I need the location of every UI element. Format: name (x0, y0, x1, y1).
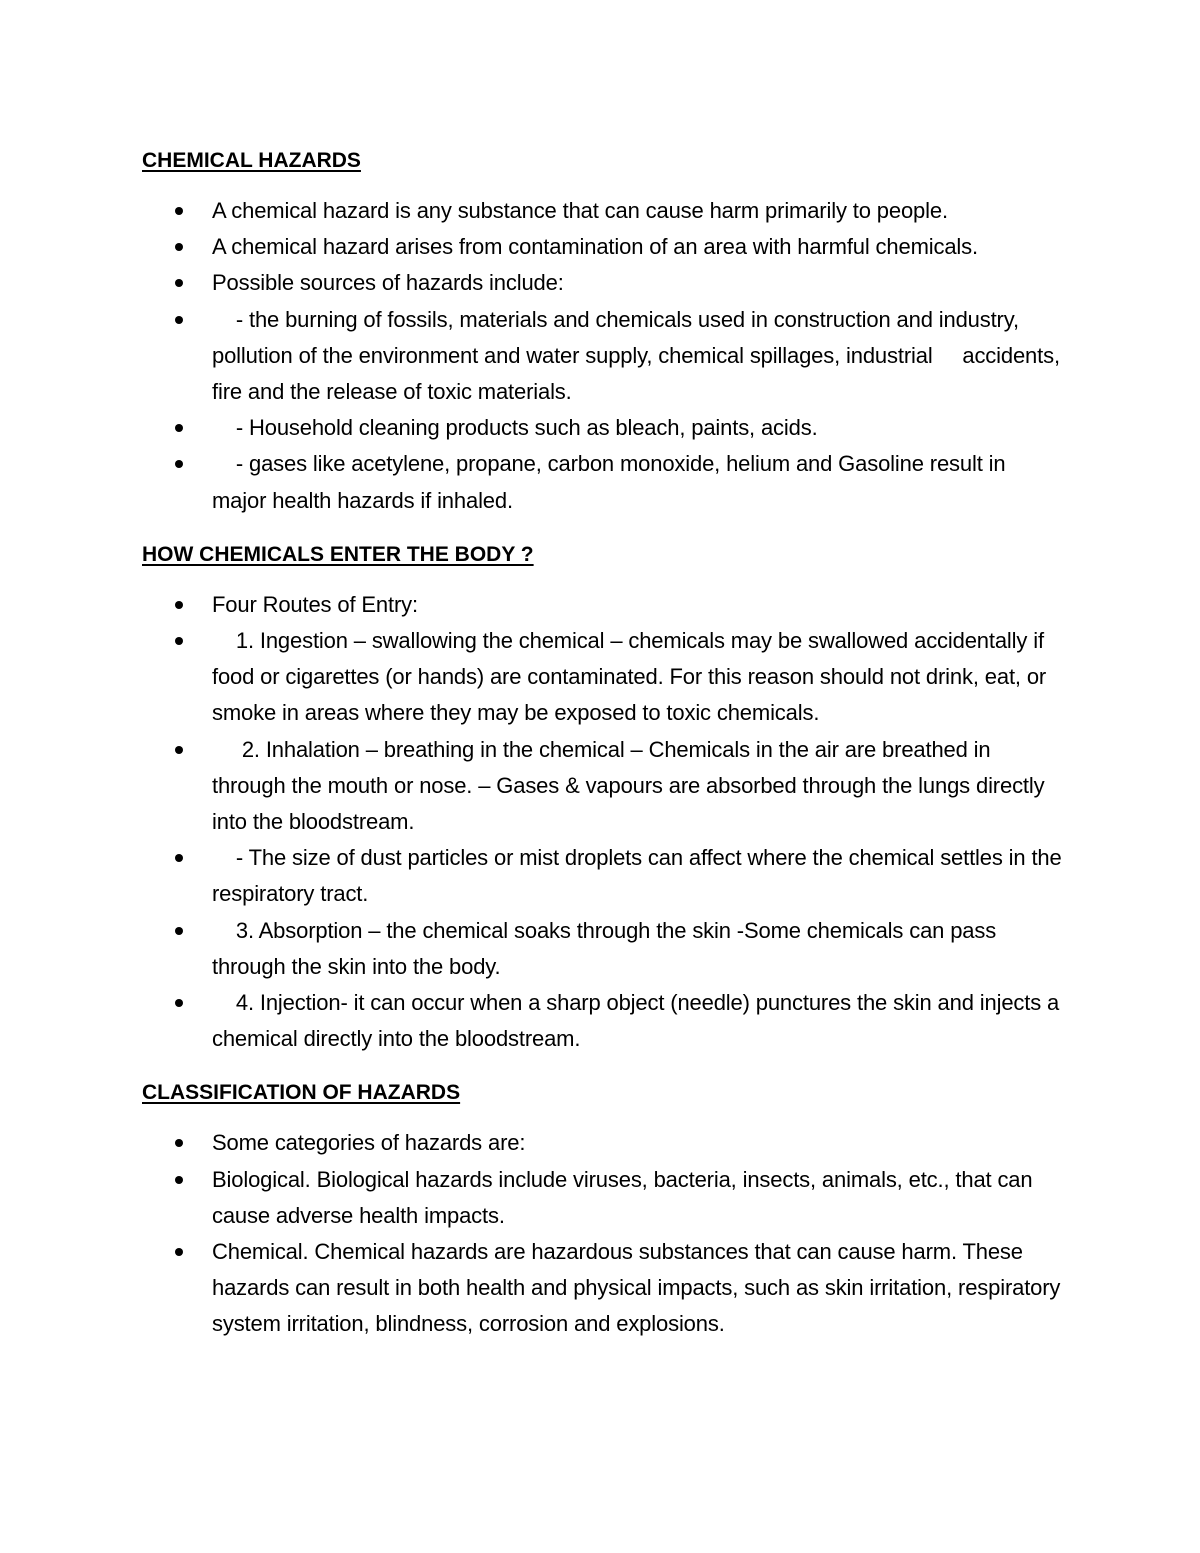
list-item (142, 1125, 1062, 1161)
list-item (142, 1234, 1067, 1343)
list-item (142, 302, 1066, 411)
bullet-icon (175, 424, 183, 432)
bullet-icon (175, 1176, 183, 1184)
section-chemical-hazards (142, 143, 1066, 519)
list-item (142, 1162, 1062, 1234)
bullet-list (142, 1125, 1067, 1342)
list-item (142, 985, 1066, 1057)
list-item-text: - gases like acetylene, propane, carbon monoxide, helium and Gasoline result in major health hazards if inhaled. (212, 451, 1036, 513)
list-item-text: - the burning of fossils, materials and chemicals used in construction and industry, pollution of the environment and water supply, chemical spillages, industrial accidents, fire and the release of toxic materials. (212, 306, 1066, 405)
section-heading: HOW CHEMICALS ENTER THE BODY ? (142, 542, 534, 566)
list-item-text: 2. Inhalation – breathing in the chemical – Chemicals in the air are breathed in through the mouth or nose. – Gases & vapours are absorbed through the lungs directly into the bloodstream. (212, 736, 1051, 835)
list-item-text: Chemical. Chemical hazards are hazardous substances that can cause harm. These hazards can result in both health and physical impacts, such as skin irritation, respiratory system irritation, blindness, corrosion and explosions. (212, 1239, 1067, 1337)
list-item (142, 587, 1062, 623)
section-classification-of-hazards (142, 1075, 1067, 1342)
list-item (142, 623, 1062, 732)
list-item-text: A chemical hazard arises from contamination of an area with harmful chemicals. (212, 234, 978, 260)
bullet-icon (175, 854, 183, 862)
bullet-icon (175, 999, 183, 1007)
list-item (142, 446, 1062, 518)
bullet-icon (175, 243, 183, 251)
list-item-text: 4. Injection- it can occur when a sharp object (needle) punctures the skin and injects a chemical directly into the bloodstream. (212, 990, 1066, 1052)
bullet-list (142, 193, 1066, 519)
bullet-icon (175, 1139, 183, 1147)
list-item (142, 193, 1062, 229)
list-item (142, 229, 1062, 265)
section-heading: CHEMICAL HAZARDS (142, 149, 361, 172)
bullet-icon (175, 601, 183, 609)
list-item-text: - Household cleaning products such as bleach, paints, acids. (212, 415, 818, 441)
bullet-icon (175, 746, 183, 754)
bullet-icon (175, 927, 183, 935)
list-item (142, 265, 1062, 301)
bullet-icon (175, 637, 183, 645)
list-item-text: Biological. Biological hazards include viruses, bacteria, insects, animals, etc., that can cause adverse health impacts. (212, 1166, 1039, 1228)
list-item (142, 913, 1062, 985)
list-item (142, 732, 1062, 841)
bullet-icon (175, 279, 183, 287)
bullet-icon (175, 1248, 183, 1256)
section-heading: CLASSIFICATION OF HAZARDS (142, 1081, 461, 1105)
list-item-text: - The size of dust particles or mist droplets can affect where the chemical settles in the respiratory tract. (212, 845, 1068, 907)
list-item-text: Possible sources of hazards include: (212, 270, 564, 296)
bullet-icon (175, 460, 183, 468)
list-item (142, 840, 1068, 912)
document-content (142, 143, 1068, 1361)
list-item (142, 410, 1062, 446)
list-item-text: 1. Ingestion – swallowing the chemical – chemicals may be swallowed accidentally if food or cigarettes (or hands) are contaminated. For this reason should not drink, eat, or smoke in areas where they may be exposed to toxic chemicals. (212, 628, 1053, 726)
list-item-text: Four Routes of Entry: (212, 591, 418, 617)
bullet-icon (175, 207, 183, 215)
list-item-text: Some categories of hazards are: (212, 1130, 526, 1156)
list-item-text: A chemical hazard is any substance that can cause harm primarily to people. (212, 198, 948, 223)
bullet-icon (175, 316, 183, 324)
list-item-text: 3. Absorption – the chemical soaks through the skin -Some chemicals can pass through the skin into the body. (212, 917, 1003, 979)
section-how-chemicals-enter (142, 537, 1068, 1058)
bullet-list (142, 587, 1068, 1058)
